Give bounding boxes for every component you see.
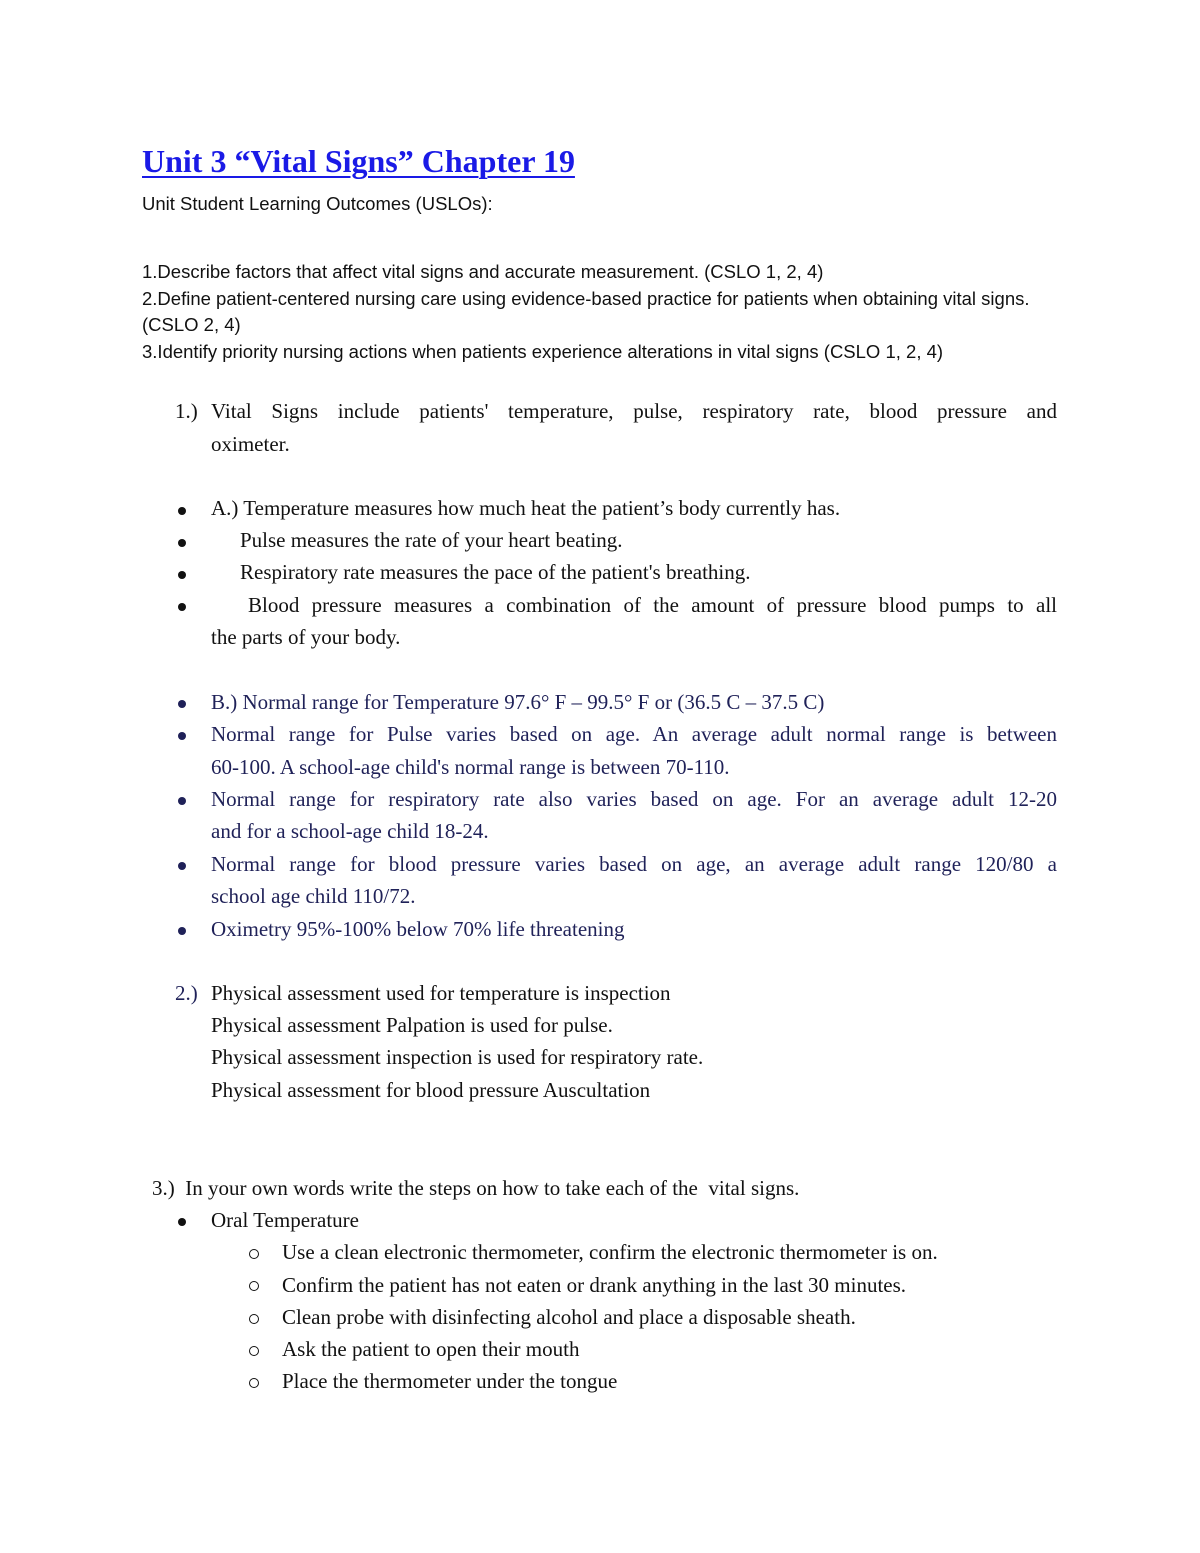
hollow-bullet-icon (249, 1346, 259, 1356)
list-item (211, 852, 1057, 877)
q1-line1-text: Vital Signs include patients' temperature, pulse, respiratory rate, blood pressure and (211, 399, 1057, 423)
q3-bullet: Oral Temperature (211, 1208, 359, 1232)
list-item (248, 593, 1057, 618)
hollow-bullet-icon (249, 1314, 259, 1324)
hollow-bullet-icon (249, 1378, 259, 1388)
list-item-cont: and for a school-age child 18-24. (211, 819, 489, 843)
list-item-text: Blood pressure measures a combination of the amount of pressure blood pumps to all (248, 593, 1057, 617)
list-item-cont: school age child 110/72. (211, 884, 416, 908)
list-item-cont: the parts of your body. (211, 625, 401, 649)
list-item: Respiratory rate measures the pace of the patient's breathing. (240, 560, 751, 584)
bullet-dot (178, 927, 186, 935)
q1-line1 (211, 399, 1057, 424)
outcome-1: 1.Describe factors that affect vital signs and accurate measurement. (CSLO 1, 2, 4) (142, 261, 824, 282)
list-item: B.) Normal range for Temperature 97.6° F – 99.5° F or (36.5 C – 37.5 C) (211, 690, 825, 714)
page-title: Unit 3 “Vital Signs” Chapter 19 (142, 143, 575, 179)
q2-number: 2.) (175, 981, 198, 1005)
outcome-2-cont: (CSLO 2, 4) (142, 314, 241, 335)
list-item (211, 787, 1057, 812)
bullet-dot (178, 732, 186, 740)
bullet-dot (178, 571, 186, 579)
bullet-dot (178, 539, 186, 547)
bullet-dot (178, 862, 186, 870)
step-item: Ask the patient to open their mouth (282, 1337, 580, 1361)
list-item: Pulse measures the rate of your heart beating. (240, 528, 623, 552)
q1-number: 1.) (175, 399, 198, 423)
outcome-3: 3.Identify priority nursing actions when patients experience alterations in vital signs (CSLO 1, 2, 4) (142, 341, 944, 362)
bullet-dot (178, 507, 186, 515)
q2-line: Physical assessment Palpation is used for pulse. (211, 1013, 613, 1037)
list-item-cont: 60-100. A school-age child's normal range is between 70-110. (211, 755, 730, 779)
bullet-dot (178, 700, 186, 708)
bullet-dot (178, 1218, 186, 1226)
step-item: Clean probe with disinfecting alcohol and place a disposable sheath. (282, 1305, 856, 1329)
bullet-dot (178, 603, 186, 611)
outcomes-heading: Unit Student Learning Outcomes (USLOs): (142, 193, 493, 214)
q1-line2: oximeter. (211, 432, 290, 456)
list-item-text: Normal range for respiratory rate also varies based on age. For an average adult 12-20 (211, 787, 1057, 811)
step-item: Confirm the patient has not eaten or drank anything in the last 30 minutes. (282, 1273, 907, 1297)
step-item: Use a clean electronic thermometer, confirm the electronic thermometer is on. (282, 1240, 938, 1264)
list-item (211, 722, 1057, 747)
list-item-text: Normal range for blood pressure varies based on age, an average adult range 120/80 a (211, 852, 1057, 876)
outcome-2: 2.Define patient-centered nursing care using evidence-based practice for patients when obtaining vital signs. (142, 288, 1030, 309)
q2-line: Physical assessment inspection is used for respiratory rate. (211, 1045, 704, 1069)
q3-prompt: 3.) In your own words write the steps on how to take each of the vital signs. (152, 1176, 800, 1200)
hollow-bullet-icon (249, 1281, 259, 1291)
list-item-text: Normal range for Pulse varies based on age. An average adult normal range is between (211, 722, 1057, 746)
hollow-bullet-icon (249, 1249, 259, 1259)
list-item: A.) Temperature measures how much heat the patient’s body currently has. (211, 496, 841, 520)
q2-line: Physical assessment for blood pressure Auscultation (211, 1078, 651, 1102)
q2-line: Physical assessment used for temperature is inspection (211, 981, 671, 1005)
step-item: Place the thermometer under the tongue (282, 1369, 618, 1393)
bullet-dot (178, 797, 186, 805)
list-item: Oximetry 95%-100% below 70% life threatening (211, 917, 625, 941)
